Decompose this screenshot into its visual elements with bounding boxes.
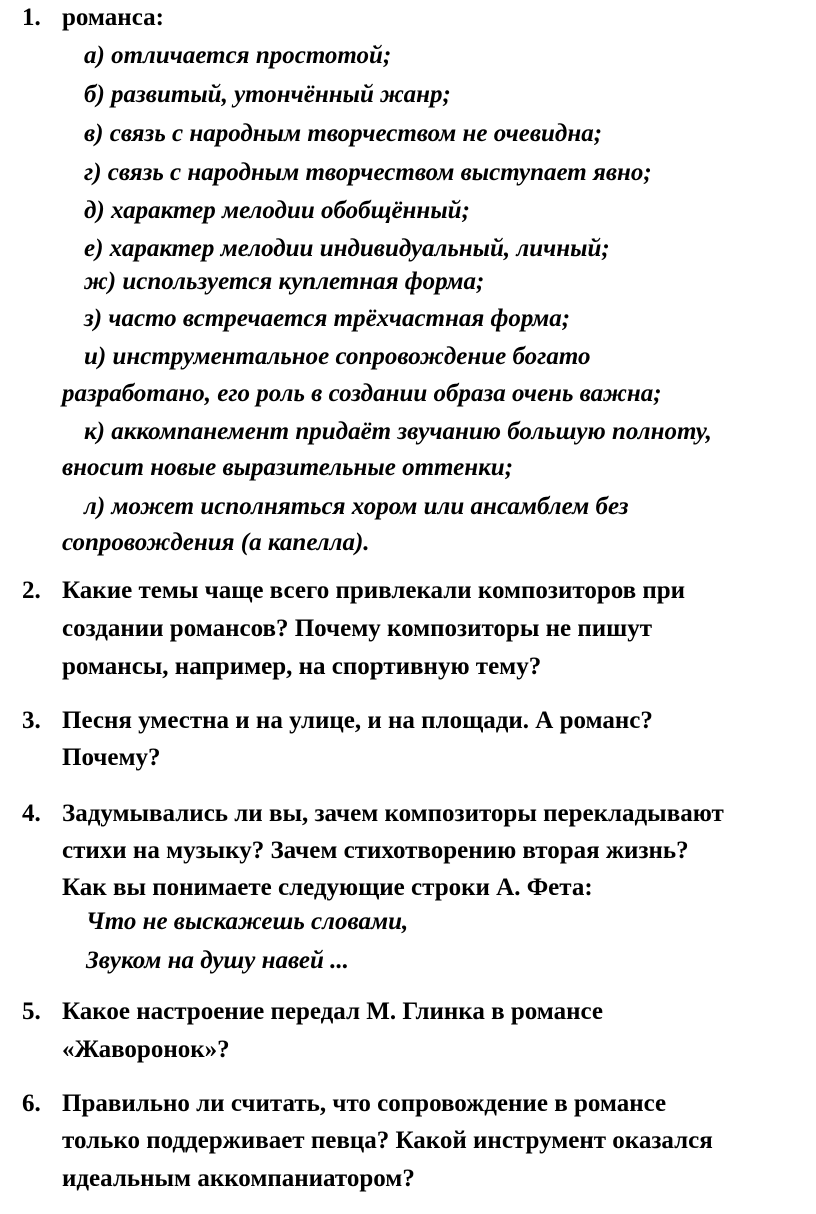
option-i-continued: разработано, его роль в создании образа очень важна; (62, 380, 662, 407)
question-number: 6. (22, 1090, 41, 1117)
question-line: Песня уместна и на улице, и на площади. А романс? (62, 707, 653, 734)
question-number: 3. (22, 707, 41, 734)
poem-line: Что не выскажешь словами, (86, 908, 409, 935)
option-b: б) развитый, утончённый жанр; (84, 81, 451, 108)
option-g: г) связь с народным творчеством выступает явно; (84, 159, 652, 186)
option-a: а) отличается простотой; (84, 42, 392, 69)
option-e: е) характер мелодии индивидуальный, личный; (84, 235, 610, 262)
question-line: Какие темы чаще всего привлекали композиторов при (62, 577, 686, 604)
question-line: Правильно ли считать, что сопровождение в романсе (62, 1090, 667, 1117)
question-line: романсы, например, на спортивную тему? (62, 653, 542, 680)
option-k-continued: вносит новые выразительные оттенки; (62, 454, 514, 481)
question-line: Почему? (62, 744, 161, 771)
question-line: только поддерживает певца? Какой инструмент оказался (62, 1127, 713, 1154)
option-i: и) инструментальное сопровождение богато (84, 343, 591, 370)
question-line: Как вы понимаете следующие строки А. Фета: (62, 874, 593, 901)
option-zh: ж) используется куплетная форма; (84, 268, 485, 295)
question-number: 1. (22, 4, 41, 31)
question-line: Какое настроение передал М. Глинка в романсе (62, 998, 604, 1025)
option-v: в) связь с народным творчеством не очевидна; (84, 120, 603, 147)
question-title: романса: (62, 4, 164, 31)
option-l: л) может исполняться хором или ансамблем без (84, 493, 629, 520)
question-line: Задумывались ли вы, зачем композиторы перекладывают (62, 800, 724, 827)
poem-line: Звуком на душу навей ... (86, 947, 349, 974)
option-l-continued: сопровождения (а капелла). (62, 529, 370, 556)
question-line: создании романсов? Почему композиторы не пишут (62, 615, 653, 642)
option-d: д) характер мелодии обобщённый; (84, 197, 470, 224)
question-line: идеальным аккомпаниатором? (62, 1165, 415, 1192)
option-z: з) часто встречается трёхчастная форма; (84, 305, 571, 332)
question-number: 5. (22, 998, 41, 1025)
option-k: к) аккомпанемент придаёт звучанию большую полноту, (84, 418, 712, 445)
question-number: 4. (22, 800, 41, 827)
question-line: стихи на музыку? Зачем стихотворению вторая жизнь? (62, 837, 689, 864)
question-line: «Жаворонок»? (62, 1036, 230, 1063)
question-number: 2. (22, 577, 41, 604)
